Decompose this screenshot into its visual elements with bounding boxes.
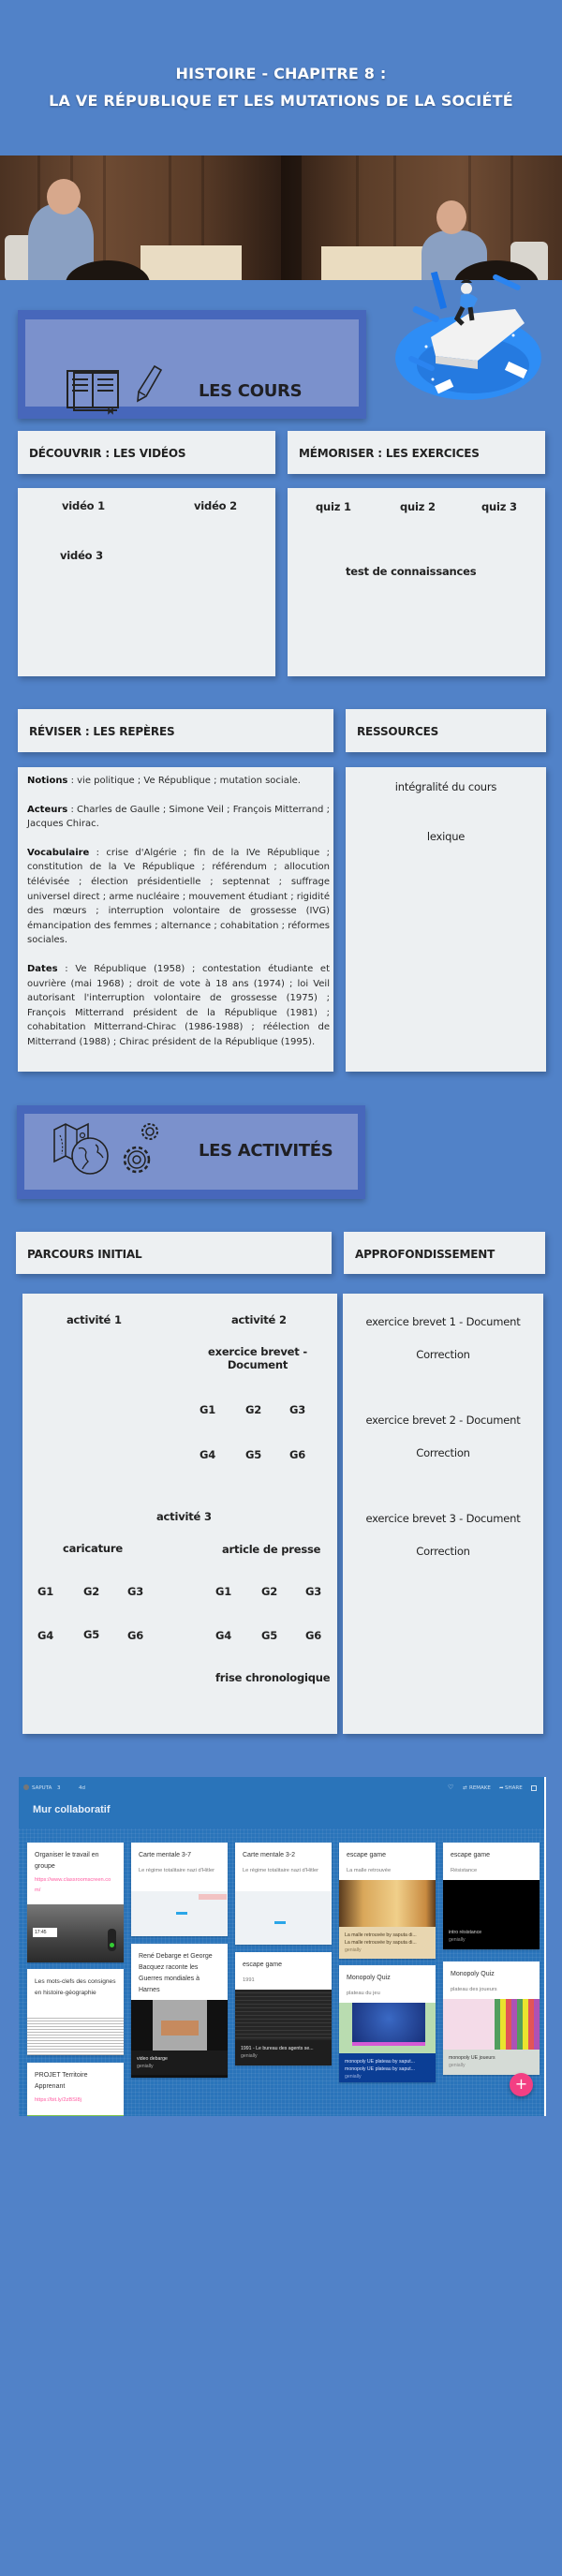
reperes-heading-card xyxy=(18,709,333,752)
activite-3-link[interactable]: activité 3 xyxy=(156,1510,212,1523)
quiz-1-link[interactable]: quiz 1 xyxy=(316,500,351,513)
remake-button[interactable]: REMAKE xyxy=(469,1785,491,1791)
padlet-header xyxy=(19,1777,546,1828)
caricature-group-6-link[interactable]: G6 xyxy=(127,1629,144,1642)
open-book-icon xyxy=(67,370,123,417)
page-header xyxy=(0,0,562,155)
article-presse-link[interactable]: article de presse xyxy=(222,1543,321,1556)
padlet-post[interactable]: Monopoly Quiz plateau du jeu monopoly UE plateau by saput... monopoly UE plateau by saput... genially xyxy=(339,1965,436,2082)
video-2-link[interactable]: vidéo 2 xyxy=(194,499,237,512)
videos-card xyxy=(18,488,275,676)
activites-banner xyxy=(17,1105,365,1199)
caricature-group-1-link[interactable]: G1 xyxy=(37,1585,54,1598)
open-external-icon[interactable] xyxy=(531,1785,537,1791)
cours-banner xyxy=(18,310,366,419)
share-icon: ➦ xyxy=(499,1785,504,1791)
test-connaissances-link[interactable]: test de connaissances xyxy=(346,565,477,578)
padlet-post[interactable]: Organiser le travail en groupe https://www.classroomscreen.com/ 17:45 xyxy=(27,1843,124,1962)
padlet-post[interactable]: escape game Résistance intro résistance genially xyxy=(443,1843,540,1949)
brevet-2-document-link[interactable]: exercice brevet 2 - Document xyxy=(365,1414,521,1427)
a2-group-3-link[interactable]: G3 xyxy=(289,1403,306,1416)
video-1-link[interactable]: vidéo 1 xyxy=(62,499,105,512)
a2-group-1-link[interactable]: G1 xyxy=(200,1403,216,1416)
a2-group-4-link[interactable]: G4 xyxy=(200,1448,216,1461)
ressources-heading: RESSOURCES xyxy=(357,725,439,738)
videos-heading: DÉCOUVRIR : LES VIDÉOS xyxy=(29,447,186,460)
brevet-3-document-link[interactable]: exercice brevet 3 - Document xyxy=(365,1512,521,1525)
exercices-card xyxy=(288,488,545,676)
integralite-cours-link[interactable]: intégralité du cours xyxy=(394,780,497,793)
padlet-embed[interactable] xyxy=(19,1777,546,2116)
caricature-link[interactable]: caricature xyxy=(63,1542,123,1555)
activites-banner-label: LES ACTIVITÉS xyxy=(199,1141,333,1161)
brevet-1-document-link[interactable]: exercice brevet 1 - Document xyxy=(365,1315,521,1328)
a2-group-6-link[interactable]: G6 xyxy=(289,1448,306,1461)
mind-map-thumb xyxy=(131,1891,228,1936)
padlet-age: 4d xyxy=(79,1785,85,1791)
exercices-heading-card xyxy=(288,431,545,474)
reperes-acteurs: Acteurs : Charles de Gaulle ; Simone Veil ; François Mitterrand ; Jacques Chirac. xyxy=(27,804,330,830)
caricature-group-3-link[interactable]: G3 xyxy=(127,1585,144,1598)
parcours-heading: PARCOURS INITIAL xyxy=(27,1248,142,1261)
reperes-heading: RÉVISER : LES REPÈRES xyxy=(29,725,175,738)
page-title-line-2: LA VE RÉPUBLIQUE ET LES MUTATIONS DE LA SOCIÉTÉ xyxy=(49,92,513,110)
padlet-post[interactable]: Les mots-clefs des consignes en histoire-géographie xyxy=(27,1969,124,2055)
padlet-post[interactable]: escape game 1991 1991 - Le bureau des agents se... genially xyxy=(235,1952,332,2065)
article-group-5-link[interactable]: G5 xyxy=(261,1629,278,1642)
article-group-3-link[interactable]: G3 xyxy=(305,1585,322,1598)
cours-banner-label: LES COURS xyxy=(199,381,303,401)
remake-icon: ⇄ xyxy=(463,1785,467,1791)
a2-group-5-link[interactable]: G5 xyxy=(245,1448,262,1461)
activite-1-link[interactable]: activité 1 xyxy=(67,1313,122,1326)
exercice-brevet-document-link[interactable]: exercice brevet - Document xyxy=(208,1345,307,1371)
padlet-post[interactable]: René Debarge et George Bacquez raconte les Guerres mondiales à Harnes video debarge genially xyxy=(131,1944,228,2078)
lexique-link[interactable]: lexique xyxy=(426,830,466,843)
mind-map-thumb xyxy=(235,1891,332,1945)
article-group-1-link[interactable]: G1 xyxy=(215,1585,232,1598)
brevet-1-correction-link[interactable]: Correction xyxy=(416,1348,470,1361)
heart-icon[interactable]: ♡ xyxy=(448,1784,454,1791)
quiz-3-link[interactable]: quiz 3 xyxy=(481,500,517,513)
author-avatar xyxy=(23,1784,29,1790)
ressources-heading-card xyxy=(346,709,546,752)
parcours-heading-card xyxy=(16,1232,332,1274)
map-globe-icon xyxy=(52,1118,112,1177)
caricature-group-5-link[interactable]: G5 xyxy=(83,1628,100,1641)
article-group-6-link[interactable]: G6 xyxy=(305,1629,322,1642)
padlet-title: Mur collaboratif xyxy=(33,1804,111,1815)
padlet-post[interactable]: Monopoly Quiz plateau des joueurs monopoly UE joueurs genially xyxy=(443,1962,540,2075)
reperes-notions: Notions : vie politique ; Ve République ; mutation sociale. xyxy=(27,776,301,786)
padlet-author: SAPUTA xyxy=(32,1785,52,1791)
exercices-heading: MÉMORISER : LES EXERCICES xyxy=(299,447,480,460)
quiz-2-link[interactable]: quiz 2 xyxy=(400,500,436,513)
article-group-2-link[interactable]: G2 xyxy=(261,1585,278,1598)
approfondissement-heading-card xyxy=(344,1232,545,1274)
approfondissement-heading: APPROFONDISSEMENT xyxy=(355,1248,495,1261)
padlet-post[interactable]: Carte mentale 3-2 Le régime totalitaire nazi d'Hitler xyxy=(235,1843,332,1945)
gears-icon xyxy=(122,1118,165,1180)
brevet-3-correction-link[interactable]: Correction xyxy=(416,1545,470,1558)
padlet-post[interactable]: Carte mentale 3-7 Le régime totalitaire nazi d'Hitler xyxy=(131,1843,228,1936)
pencil-icon xyxy=(134,363,164,403)
article-group-4-link[interactable]: G4 xyxy=(215,1629,232,1642)
page-title-line-1: HISTOIRE - CHAPITRE 8 : xyxy=(175,65,387,82)
activite-2-link[interactable]: activité 2 xyxy=(231,1313,287,1326)
reperes-vocabulaire: Vocabulaire : crise d'Algérie ; fin de la IVe République ; constitution de la Ve République ; référendum ; allocution télévisée ; élection présidentielle ; septennat ; suffrage universel direct ; arme nucléaire ; mouvement étudiant ; rigidité des mœurs ; interruption volontaire de grossesse (IVG) émancipation des femmes ; alternance ; cohabitation ; réformes sociales. xyxy=(27,847,330,946)
video-3-link[interactable]: vidéo 3 xyxy=(60,549,103,562)
classroom-screen-thumb: 17:45 xyxy=(27,1904,124,1962)
caricature-group-2-link[interactable]: G2 xyxy=(83,1585,100,1598)
padlet-dot-count: 3 xyxy=(57,1785,61,1791)
add-post-button[interactable]: + xyxy=(510,2073,533,2096)
ressources-card xyxy=(346,767,546,1072)
padlet-post[interactable]: PROJET Territoire Apprenant https://bit.ly/2zBSI8j xyxy=(27,2063,124,2116)
hero-photo-debate xyxy=(0,155,562,280)
a2-group-2-link[interactable]: G2 xyxy=(245,1403,262,1416)
student-on-book-illustration xyxy=(384,272,548,403)
frise-chronologique-link[interactable]: frise chronologique xyxy=(215,1671,331,1684)
caricature-group-4-link[interactable]: G4 xyxy=(37,1629,54,1642)
reperes-text xyxy=(27,774,330,1064)
padlet-post[interactable]: escape game La malle retrouvée La malle retrouvée by saputa di... La malle retrouvée by saputa di... genially xyxy=(339,1843,436,1959)
share-button[interactable]: SHARE xyxy=(505,1785,523,1791)
reperes-dates: Dates : Ve République (1958) ; contestation étudiante et ouvrière (mai 1968) ; droit de vote à 18 ans (1974) ; loi Veil autorisant l'interruption volontaire de grossesse (1975) ; François Mitterrand président de la République (1981) ; cohabitation Mitterrand-Chirac (1986-1988) ; réélection de Mitterrand (1988) ; Chirac président de la République (1995). xyxy=(27,963,330,1047)
brevet-2-correction-link[interactable]: Correction xyxy=(416,1446,470,1459)
videos-heading-card xyxy=(18,431,275,474)
